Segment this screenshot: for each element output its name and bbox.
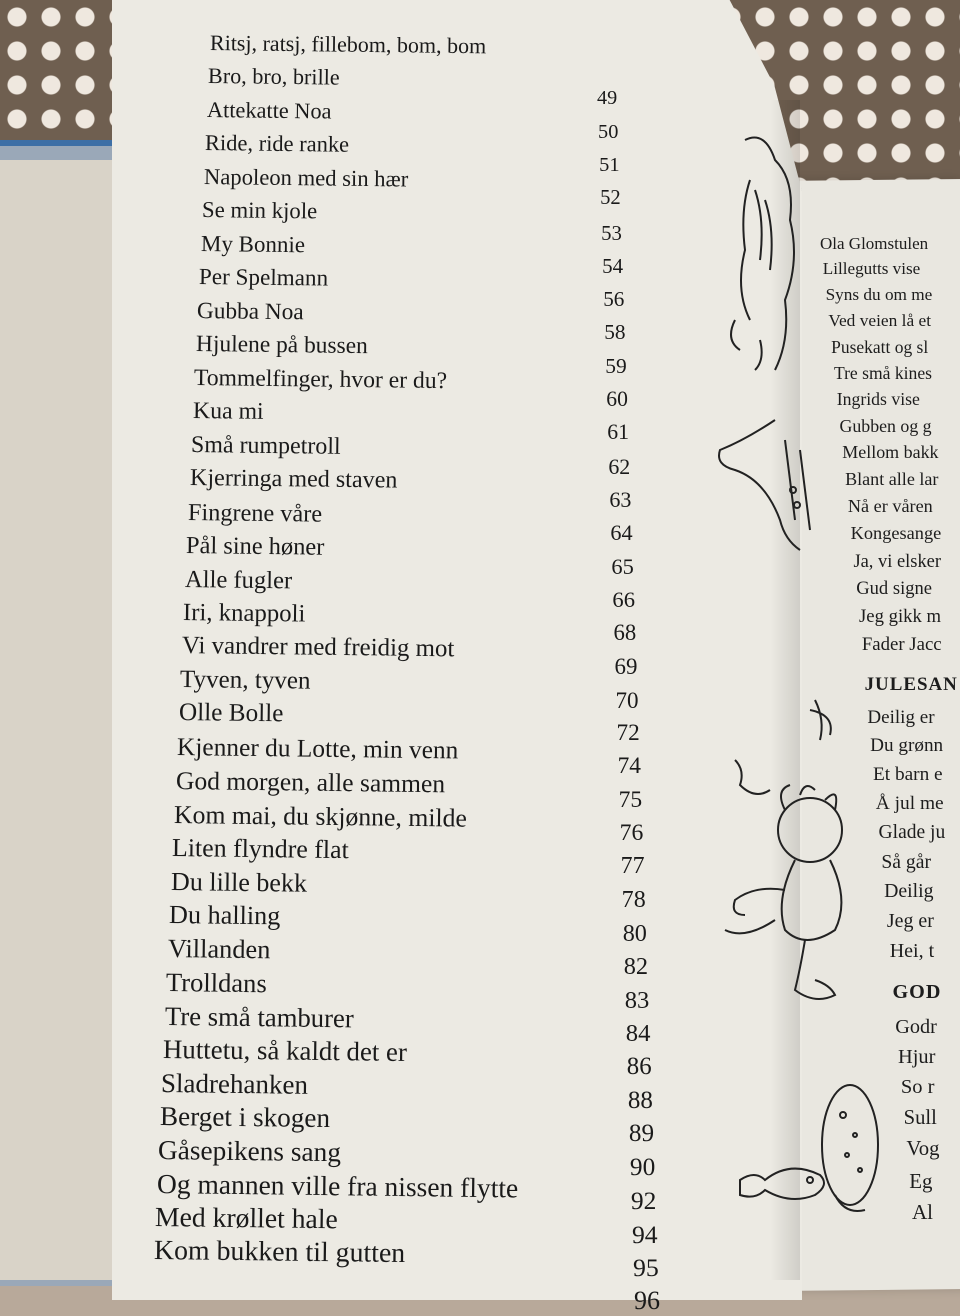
toc-entry-title: Vog <box>906 1137 940 1160</box>
toc-entry-title: Et barn e <box>872 763 943 785</box>
troll-figure-illustration <box>705 120 815 560</box>
toc-entry-title: Ride, ride ranke <box>205 130 350 158</box>
toc-entry-title: Al <box>912 1200 933 1225</box>
toc-entry-title: Så går <box>881 850 931 873</box>
toc-entry-title: Kom bukken til gutten <box>153 1234 405 1269</box>
toc-entry-title: Ola Glomstulen <box>820 234 929 253</box>
toc-entry-page-number: 84 <box>625 1019 651 1047</box>
toc-entry-page-number: 74 <box>617 753 641 780</box>
toc-entry-title: Bro, bro, brille <box>208 63 341 91</box>
toc-entry-page-number: 68 <box>613 620 637 646</box>
toc-entry-title: Kom mai, du skjønne, milde <box>173 799 467 833</box>
toc-entry-title: Nå er våren <box>847 496 933 517</box>
book-underneath <box>0 160 118 1280</box>
toc-entry-title: Fingrene våre <box>187 498 323 528</box>
toc-entry-title: Mellom bakk <box>842 442 939 463</box>
toc-entry-page-number: 83 <box>624 986 650 1014</box>
toc-entry-title: Gåsepikens sang <box>158 1134 342 1167</box>
toc-entry-title: Ja, vi elsker <box>853 550 942 571</box>
toc-entry-title: Attekatte Noa <box>206 96 332 124</box>
toc-entry-title: Napoleon med sin hær <box>203 163 409 192</box>
toc-entry-page-number: 86 <box>626 1053 652 1081</box>
toc-entry-page-number: 90 <box>629 1153 656 1182</box>
toc-entry-title: Vi vandrer med freidig mot <box>181 632 455 663</box>
toc-entry-title: Fader Jacc <box>861 634 942 656</box>
toc-entry-title: Å jul me <box>875 792 944 814</box>
toc-entry-page-number: 89 <box>628 1119 655 1147</box>
toc-entry-title: Du halling <box>169 900 281 931</box>
toc-entry-page-number: 77 <box>620 853 645 880</box>
toc-entry-title: Små rumpetroll <box>191 431 341 460</box>
toc-entry-title: Pål sine høner <box>186 532 326 561</box>
toc-entry-page-number: 64 <box>610 520 633 546</box>
toc-entry-title: Sladrehanken <box>161 1067 309 1100</box>
toc-entry-title: Du lille bekk <box>170 866 307 898</box>
toc-entry-title: Eg <box>909 1168 933 1193</box>
toc-entry-title: Olle Bolle <box>178 699 284 728</box>
toc-entry-title: Deilig <box>884 880 934 903</box>
toc-entry-page-number: 54 <box>602 253 624 278</box>
toc-entry-title: Per Spelmann <box>198 264 329 292</box>
toc-entry-title: Tre små kines <box>833 362 933 383</box>
toc-entry-page-number: 82 <box>623 953 649 981</box>
toc-entry-page-number: 94 <box>631 1219 658 1249</box>
toc-entry-page-number: 76 <box>619 820 644 847</box>
toc-entry-page-number: 88 <box>627 1086 653 1114</box>
toc-entry-title: My Bonnie <box>200 230 305 258</box>
toc-entry-title: Ritsj, ratsj, fillebom, bom, bom <box>209 30 487 59</box>
toc-entry-title: Kua mi <box>192 398 264 426</box>
toc-entry-title: Hei, t <box>889 939 935 962</box>
toc-entry-title: Kongesange <box>850 523 942 544</box>
toc-entry-title: Trolldans <box>165 967 268 999</box>
toc-entry-title: God morgen, alle sammen <box>175 766 445 799</box>
toc-entry-title: Du grønn <box>870 735 944 757</box>
toc-entry-title: Deilig er <box>867 706 935 728</box>
toc-entry-page-number: 66 <box>612 586 635 612</box>
toc-entry-page-number: 78 <box>621 886 646 913</box>
toc-entry-page-number: 92 <box>630 1186 657 1216</box>
toc-entry-title: Kjerringa med staven <box>189 465 398 494</box>
toc-entry-title: Iri, knappoli <box>183 598 306 628</box>
toc-entry-title: Ingrids vise <box>836 389 920 410</box>
section-heading: JULESAN <box>864 674 958 696</box>
toc-entry-title: Se min kjole <box>202 197 318 224</box>
toc-entry-page-number: 62 <box>608 453 631 479</box>
toc-entry-title: Med krøllet hale <box>154 1201 339 1235</box>
toc-entry-title: Tommelfinger, hvor er du? <box>194 364 448 394</box>
toc-entry-page-number: 58 <box>604 320 626 345</box>
toc-entry-title: Og mannen ville fra nissen flytte <box>156 1167 519 1204</box>
toc-entry-title: Tyven, tyven <box>180 665 311 695</box>
dancing-troll-illustration <box>715 690 865 1020</box>
toc-entry-title: Berget i skogen <box>159 1101 331 1134</box>
toc-entry-title: Hjur <box>898 1045 936 1068</box>
toc-entry-title: Huttetu, så kaldt det er <box>162 1034 408 1068</box>
toc-entry-title: Pusekatt og sl <box>831 336 929 357</box>
toc-entry-title: Lillegutts vise <box>822 259 921 279</box>
toc-entry-page-number: 53 <box>601 220 622 245</box>
toc-entry-title: Kjenner du Lotte, min venn <box>176 732 459 765</box>
toc-entry-page-number: 51 <box>599 153 620 176</box>
toc-entry-page-number: 80 <box>622 920 647 947</box>
toc-entry-title: Ved veien lå et <box>828 310 932 330</box>
toc-entry-page-number: 95 <box>632 1253 659 1283</box>
toc-entry-title: So r <box>900 1076 935 1099</box>
toc-entry-title: Syns du om me <box>825 284 933 304</box>
toc-entry-title: Jeg gikk m <box>859 606 942 628</box>
toc-entry-title: Sull <box>903 1107 937 1130</box>
toc-entry-page-number: 59 <box>605 353 627 378</box>
toc-entry-page-number: 60 <box>606 387 628 412</box>
toc-entry-page-number: 75 <box>618 786 643 813</box>
toc-entry-title: Gud signe <box>856 578 933 600</box>
fish-illustration <box>735 1075 885 1225</box>
toc-entry-title: Liten flyndre flat <box>172 833 350 865</box>
toc-entry-title: Gubben og g <box>839 415 932 436</box>
toc-entry-title: Gubba Noa <box>197 297 305 326</box>
toc-entry-title: Villanden <box>167 933 271 964</box>
toc-entry-page-number: 50 <box>598 120 619 143</box>
toc-entry-page-number: 69 <box>614 653 638 679</box>
toc-entry-title: Tre små tamburer <box>164 1000 354 1033</box>
toc-entry-page-number: 61 <box>607 420 630 445</box>
toc-entry-page-number: 52 <box>600 187 621 210</box>
toc-entry-page-number: 96 <box>634 1286 660 1316</box>
toc-entry-title: Blant alle lar <box>845 469 939 490</box>
toc-entry-title: Jeg er <box>886 909 934 932</box>
section-heading: GOD <box>892 981 942 1004</box>
toc-entry-page-number: 49 <box>597 87 618 110</box>
toc-entry-title: Glade ju <box>878 821 946 843</box>
toc-entry-page-number: 63 <box>609 487 632 512</box>
toc-entry-page-number: 72 <box>616 720 640 747</box>
toc-entry-title: Godr <box>895 1015 937 1038</box>
toc-entry-page-number: 65 <box>611 553 634 579</box>
toc-entry-page-number: 56 <box>603 287 625 312</box>
toc-entry-title: Hjulene på bussen <box>195 331 368 360</box>
toc-entry-title: Alle fugler <box>184 565 293 594</box>
toc-entry-page-number: 70 <box>615 686 639 713</box>
